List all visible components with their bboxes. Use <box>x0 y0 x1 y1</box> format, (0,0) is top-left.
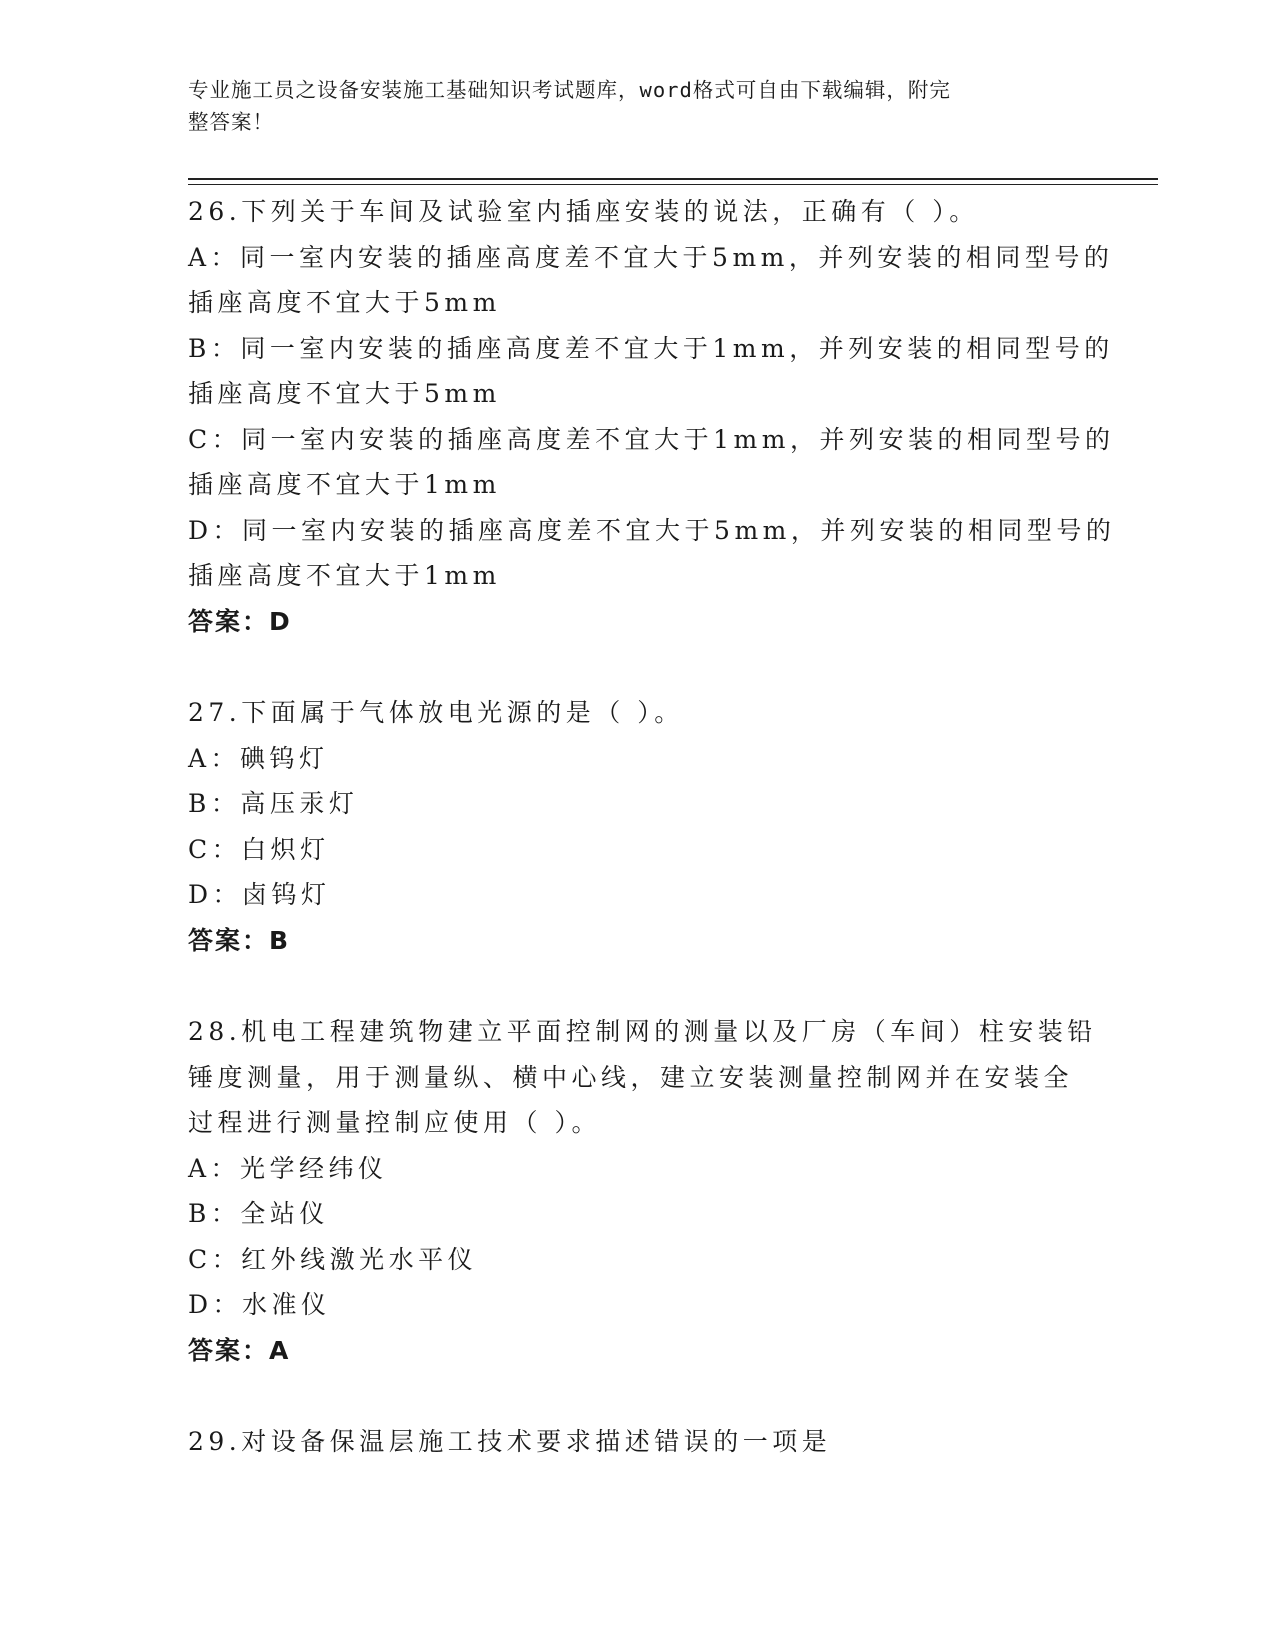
answer-option: D：水准仪 <box>188 1290 331 1319</box>
answer-option: C：白炽灯 <box>188 834 330 864</box>
answer-option: A：光学经纬仪 <box>188 1153 388 1183</box>
answer-option: A：同一室内安装的插座高度差不宜大于5mm，并列安装的相同型号的 <box>188 242 1114 272</box>
answer-option: B：同一室内安装的插座高度差不宜大于1mm，并列安装的相同型号的 <box>188 333 1114 363</box>
question-spacer <box>188 963 1088 1009</box>
answer-option: 插座高度不宜大于1mm <box>188 470 501 499</box>
question-spacer <box>188 644 1088 690</box>
question-block <box>188 690 1088 963</box>
question-stem: 29.对设备保温层施工技术要求描述错误的一项是 <box>188 1427 832 1456</box>
page-header <box>188 74 1068 138</box>
header-rule <box>188 178 1158 180</box>
question-stem: 28.机电工程建筑物建立平面控制网的测量以及厂房（车间）柱安装铅 <box>188 1017 1097 1046</box>
question-spacer <box>188 1373 1088 1419</box>
answer-key: 答案：D <box>188 606 292 636</box>
answer-option: 插座高度不宜大于5mm <box>188 379 501 408</box>
answer-option: B：全站仪 <box>188 1199 329 1228</box>
question-stem: 26.下列关于车间及试验室内插座安装的说法，正确有（ ）。 <box>188 197 979 226</box>
answer-option: B：高压汞灯 <box>188 789 359 818</box>
answer-option: D：同一室内安装的插座高度差不宜大于5mm，并列安装的相同型号的 <box>188 515 1116 545</box>
question-block <box>188 189 1116 644</box>
answer-option: C：同一室内安装的插座高度差不宜大于1mm，并列安装的相同型号的 <box>188 424 1115 454</box>
answer-key: 答案：A <box>188 1335 291 1365</box>
header-rule-thin <box>188 184 1158 185</box>
question-stem: 过程进行测量控制应使用（ ）。 <box>188 1108 601 1137</box>
answer-option: D：卤钨灯 <box>188 880 331 909</box>
answer-option: A：碘钨灯 <box>188 743 329 773</box>
answer-option: 插座高度不宜大于5mm <box>188 288 501 317</box>
answer-option: 插座高度不宜大于1mm <box>188 561 501 590</box>
question-stem: 锤度测量，用于测量纵、横中心线，建立安装测量控制网并在安装全 <box>188 1062 1074 1092</box>
question-list <box>188 189 1116 1465</box>
question-stem: 27.下面属于气体放电光源的是（ ）。 <box>188 698 684 727</box>
header-line: 专业施工员之设备安装施工基础知识考试题库，word格式可自由下载编辑，附完 <box>188 78 951 102</box>
question-block <box>188 1419 1088 1465</box>
question-block <box>188 1009 1097 1373</box>
header-line: 整答案！ <box>188 110 274 134</box>
answer-option: C：红外线激光水平仪 <box>188 1244 478 1274</box>
answer-key: 答案：B <box>188 925 291 955</box>
